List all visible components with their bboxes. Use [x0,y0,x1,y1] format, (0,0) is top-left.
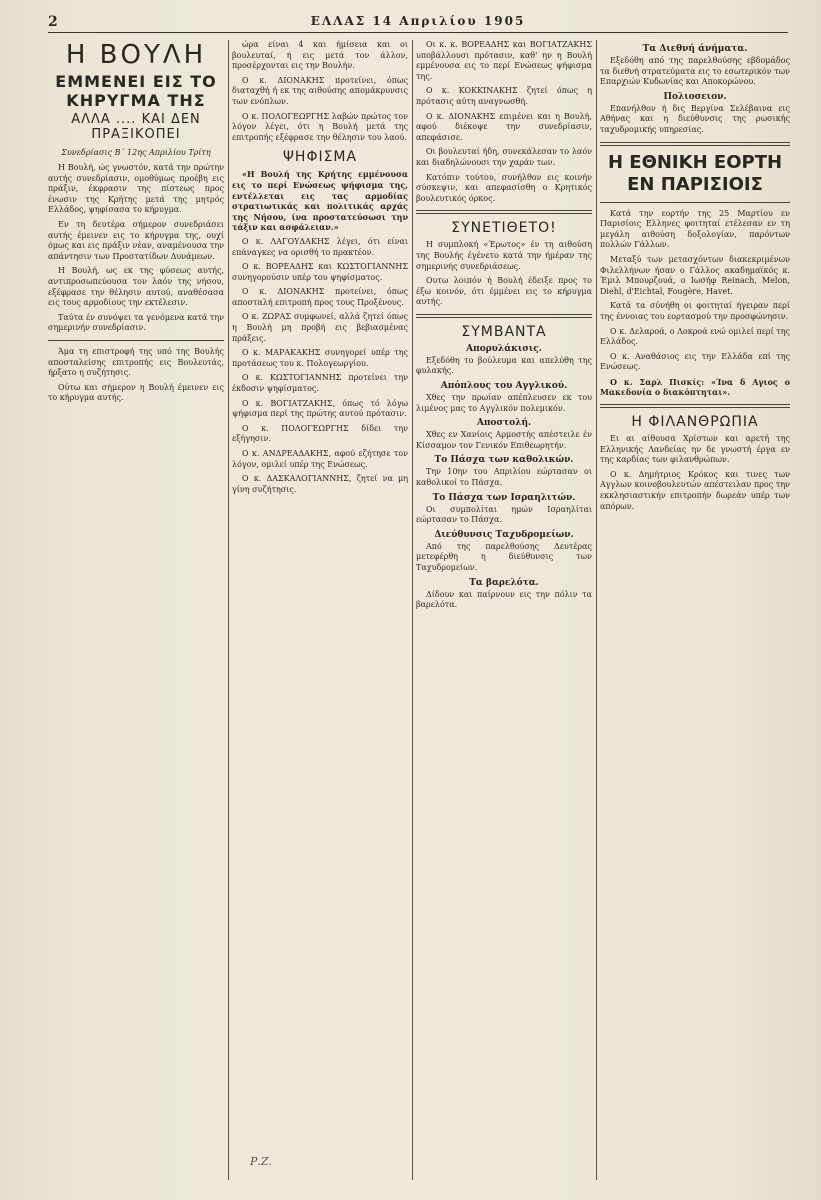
paragraph: Η Βουλή, ως εκ της φύσεως αυτής, αντιπροσωπεύουσα τον λαόν της νήσου, εξέφρασε την θέλησιν αυτού, αναθέσασα εις τους αρμοδίους την εκτέλεσιν. [48,266,224,308]
paragraph: Ει αι αίθουσα Χρίστων και αρετή της Ελληνικής Λανδείας ην δε γνωστή έργα εν της καρδίας των φιλανθρώπων. [600,434,790,465]
paragraph: Μεταξύ των μετασχόντων διακεκριμένων Φιλελλήνων ήσαν ο Γάλλος ακαδημαϊκός κ. Έμιλ Μπουρζουά, ο Ιωσήφ Reinach, Melon, Diehl, d'Eichtal, Fougère, Havet. [600,254,790,296]
paragraph: Ο κ. ΔΙΟΝΑΚΗΣ προτείνει, όπως διαταχθή ή εκ της αιθούσης απομάκρυνσις των ενόπλων. [232,75,408,106]
item-text: Χθες την πρωίαν απέπλευσεν εκ του λιμένος μας το Αγγλικόν πολεμικόν. [416,393,592,413]
paragraph: Η συμπλοκή «Έρωτος» έν τη αιθούση της Βουλής έγένετο κατά την ήμέραν της σημερινής συνεδριάσεως. [416,240,592,271]
paragraph: Ο κ. ΠΟΛΟΓΕΩΡΓΗΣ δίδει την εξήγησιν. [232,423,408,444]
paragraph: Ο κ. Αναθάσιος εις την Ελλάδα επί της Ενώσεως. [600,351,790,372]
paragraph: Ταύτα έν συνόψει τα γενόμενα κατά την σημερινήν συνεδρίασιν. [48,312,224,333]
paragraph: Ο κ. ΔΙΟΝΑΚΗΣ επιμένει και η Βουλή, αφού διέκοψε την συνεδρίασιν, απεφάσισε. [416,111,592,142]
item-title: Τα βαρελότα. [469,577,539,588]
item-text: Επανήλθον ή δις Βεργίνα Σελέβαινα εις Αθήνας και η διεύθυνσις της ρωσικής ταχυδρομικής υπηρεσίας. [600,103,790,134]
section-heading-filanthropia: Η ΦΙΛΑΝΘΡΩΠΙΑ [631,414,759,431]
item-title: Πολιοσειον. [663,91,727,102]
column-divider [228,40,229,1180]
subheadline: ΕΜΜΕΝΕΙ ΕΙΣ ΤΟ ΚΗΡΥΓΜΑ ΤΗΣ [55,72,217,110]
paragraph: Κατά τα σύνήθη οι φοιτηταί ήγειραν περί της έννοιας του εορτασμού την προσφώνησιν. [600,301,790,321]
handwritten-signature: Ρ.Ζ. [250,1155,273,1168]
paragraph: Ο κ. ΑΝΔΡΕΑΔΑΚΗΣ, αφού εζήτησε τον λόγον, ομιλεί υπέρ της Ενώσεως. [232,449,408,469]
column-divider [412,40,413,1180]
item-title: Το Πάσχα των καθολικών. [434,455,574,466]
column-3 [416,40,592,1180]
column-4 [600,40,790,1180]
paragraph: Κατά την εορτήν της 25 Μαρτίου εν Παρισίοις Ελληνες φοιτηταί ετέλεσαν εν τη μεγάλη αιθούση δοξολογίαν, παρόντων πολλών Γάλλων. [600,208,790,250]
paragraph: Ο κ. ΛΑΓΟΥΔΑΚΗΣ λέγει, ότι είναι επάναγκες να ορισθή το πρακτέον. [232,236,408,257]
item-text: Την 10ην του Απριλίου εώρτασαν οι καθολικοί το Πάσχα. [416,467,592,488]
item-title: Τα Διεθνή άνήματα. [642,44,748,54]
paragraph: Ούτω και σήμερον η Βουλή έμεινεν εις το κήρυγμα αυτής. [48,382,224,403]
paragraph: Ο κ. ΚΟΚΚΙΝΑΚΗΣ ζητεί όπως η πρότασις αύτη αναγνωσθή. [416,86,592,106]
divider [48,340,224,341]
paragraph: Ο κ. ΒΟΡΕΑΔΗΣ και ΚΩΣΤΟΓΙΑΝΝΗΣ συνηγορούσιν υπέρ του ψηφίσματος. [232,262,408,282]
item-title: Το Πάσχα των Ισραηλιτών. [432,492,576,503]
paragraph: Οι βουλευταί ήδη, συνεκάλεσαν το λαόν και διαδηλώνουσι την χαράν των. [416,147,592,167]
double-divider [416,210,592,214]
page-number: 2 [48,14,58,30]
section-heading-synetitheto: ΣΥΝΕΤΙΘΕΤΟ! [451,220,557,237]
double-divider [416,314,592,318]
item-text: Από της παρελθούσης Δευτέρας μετεφέρθη η διεύθυνσις των Ταχυδρομείων. [416,541,592,572]
section-heading-psifisma: ΨΗΦΙΣΜΑ [282,149,358,166]
paragraph: Ο κ. ΜΑΡΑΚΑΚΗΣ συνηγορεί υπέρ της προτάσεως του κ. Πολογεωργίου. [232,348,408,368]
dateline: Συνεδρίασις Β΄ 12ης Απριλίου Τρίτη [61,148,211,157]
resolution-text: «Η Βουλή της Κρήτης εμμένουσα εις το περί Ενώσεως ψήφισμα της, εντέλλεται εις τας αρμοδίας στρατιωτικάς και πολιτικάς αρχάς της Νήσου, ίνα προστατεύσωσι την τάξιν και ασφάλειαν.» [232,169,408,233]
column-1 [48,40,224,1180]
paragraph: Ο κ. ΖΩΡΑΣ συμφωνεί, αλλά ζητεί όπως η Βουλή μη προβή εις βεβιασμένας πράξεις. [232,312,408,343]
paragraph: Ο κ. ΒΟΓΙΑΤΖΑΚΗΣ, όπως τό λόγω ψήφισμα περί της πρώτης αυτού πρότασιν. [232,398,408,419]
paragraph: Ο κ. Δημήτριος Κρόκος και τινες των Αγγλων κοινοβουλευτών απέστειλαν προς την εκκλησιαστικήν επιτροπήν δωρεάν υπέρ των απόρων. [600,469,790,511]
item-text: Εξεδόθη από της παρελθούσης εβδομάδος τα διεθνή στρατεύματα εις το εσωτερικόν των Επαρχιών Κυδωνίας και Αποκορώνου. [600,56,790,87]
running-title: ΕΛΛΑΣ 14 Απριλίου 1905 [310,14,526,28]
column-2 [232,40,408,1180]
paragraph: Η Βουλή, ώς γνωστόν, κατά την πρώτην αυτής συνεδρίασιν, ομοθύμως προέβη εις πράξιν, έκφρασιν της πίστεως προς ένωσιν της Κρήτης μετά της μητρός Ελλάδος, ψηφίσασα το κήρυγμα. [48,163,224,215]
paragraph: Ο κ. ΚΩΣΤΟΓΙΑΝΝΗΣ προτείνει την έκδοσιν ψηφίσματος. [232,373,408,394]
paragraph: Ο κ. Δελαροά, ο Λοκροά ενώ ομιλεί περί της Ελλάδος. [600,326,790,347]
item-title: Απόπλους του Αγγλικού. [440,381,568,392]
section-heading-ethniki-eorti: Η ΕΘΝΙΚΗ ΕΟΡΤΗ ΕΝ ΠΑΡΙΣΙΟΙΣ [607,151,783,195]
page-header [48,14,788,33]
headline: Η ΒΟΥΛΗ [65,40,207,70]
paragraph: Ο κ. ΔΑΣΚΑΛΟΓΙΑΝΝΗΣ, ζητεί να μη γίνη συζήτησις. [232,474,408,494]
paragraph: Ο κ. Σαρλ Πισκίς: «Ίνα δ Αγιος ο Μακεδονία ο διακόπτηται». [600,376,790,398]
item-text: Εξεδόθη το βούλευμα και απελύθη της φυλακής. [416,355,592,376]
item-title: Διεύθυνσις Ταχυδρομείων. [434,529,574,540]
paragraph: Εν τη δευτέρα σήμερον συνεδριάσει αυτής έμεινεν εις το κήρυγμα της, ουχί όμως και εις πράξιν νέαν, αναμένουσα την απάντησιν των Προστατίδων Δυνάμεων. [48,219,224,261]
double-divider [600,404,790,408]
paragraph: Ο κ. ΠΟΛΟΓΕΩΡΓΗΣ λαβών πρώτος τον λόγον λέγει, ότι η Βουλή μετά της επιτροπής εξέφρασε την θέλησιν του λαού. [232,111,408,142]
paragraph: ώρα είναι 4 και ήμίσεια και οι βουλευταί, ή εις μετά τον άλλον, προσέρχονται εις την Βουλήν. [232,40,408,71]
paragraph: Ο κ. ΔΙΟΝΑΚΗΣ προτείνει, όπως αποσταλή επιτροπή προς τους Προξένους. [232,287,408,307]
column-divider [596,40,597,1180]
paragraph: Άμα τη επιστροφή της υπό της Βουλής αποσταλείσης επιτροπής εις Βουλευτάς, ήρξατο η συζήτησις. [48,346,224,378]
item-text: Οι συμπολίται ημών Ισραηλίται εώρτασαν το Πάσχα. [416,504,592,525]
item-text: Χθες εν Χανίοις Αρμοστής απέστειλε έν Κίσσαμον τον Γενικόν Επιθεωρητήν. [416,430,592,450]
item-text: Δίδουν και παίρνουν εις την πόλιν τα βαρελότα. [416,589,592,610]
item-title: Αποστολή. [476,418,532,429]
double-divider [600,142,790,146]
paragraph: Ουτω λοιπόν ή Βουλή έδειξε προς το έξω κοινόν, ότι έμμένει εις το κήρυγμα αυτής. [416,276,592,307]
item-title: Απορυλάκισις. [466,343,542,354]
paragraph: Οι κ. κ. ΒΟΡΕΑΔΗΣ και ΒΟΓΙΑΤΖΑΚΗΣ υποβάλλουσι πρότασιν, καθ' ην η Βουλή εμμένουσα εις το περί Ενώσεως ψήφισμα της. [416,40,592,81]
paragraph: Κατόπιν τούτου, συνήλθον εις κοινήν σύσκεψιν, και απεφασίσθη ο Κρητικός βουλευτικός όρκος. [416,172,592,203]
divider [600,202,790,203]
section-heading-symvanta: ΣΥΜΒΑΝΤΑ [461,323,547,340]
subheadline-2: ΑΛΛΑ .... ΚΑΙ ΔΕΝ ΠΡΑΞΙΚΟΠΕΙ [71,112,201,142]
